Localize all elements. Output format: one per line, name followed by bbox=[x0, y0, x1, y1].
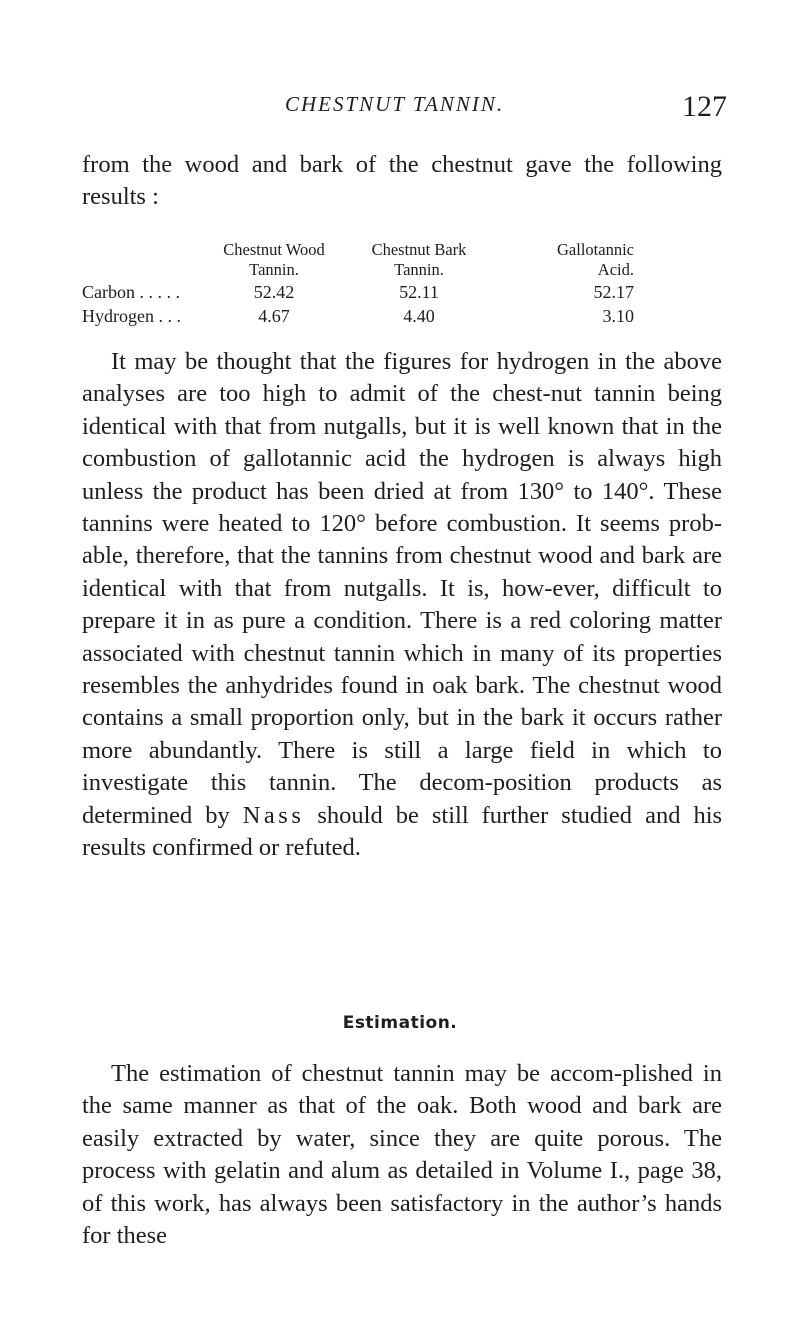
table-header-row bbox=[82, 240, 634, 280]
column-header: Chestnut Bark Tannin. bbox=[371, 240, 467, 279]
section-heading: Estimation. bbox=[342, 1013, 458, 1033]
body-paragraph: It may be thought that the figures for hydrogen in the above analyses are too high to admit of the chest-nut tannin being identical with that from nutgalls, but it is well known that in the combustion of gallotannic acid the hydrogen is always high unless the product has been dried at from 130° to 140°. These tannins were heated to 120° before combustion. It seems prob-able, therefore, that the tannins from chestnut wood and bark are identical with that from nutgalls. It is, how-ever, difficult to prepare it in as pure a condition. There is a red coloring matter associated with chestnut tannin which in many of its properties resembles the anhydrides found in oak bark. The chestnut wood contains a small proportion only, but in the bark it occurs rather more abundantly. There is still a large field in which to investigate this tannin. The decom-position products as determined by Nass should be still further studied and his results confirmed or refuted. bbox=[82, 348, 723, 862]
intro-text: from the wood and bark of the chestnut gave the following results : bbox=[82, 151, 722, 211]
column-header: Gallotannic Acid. bbox=[557, 240, 634, 279]
row-label: Hydrogen . . . bbox=[82, 306, 181, 326]
body-paragraph: The estimation of chestnut tannin may be accom-plished in the same manner as that of the oak. Both wood and bark are easily extracted by water, since they are quite porous. The process with gelatin and alum as detailed in Volume I., page 38, of this work, has always been satisfactory in the author’s hands for these bbox=[82, 1060, 722, 1250]
table-cell: 3.10 bbox=[602, 306, 634, 326]
page-number: 127 bbox=[682, 90, 727, 123]
table-cell: 4.67 bbox=[258, 306, 290, 326]
author-name: Nass bbox=[242, 801, 305, 829]
results-table bbox=[82, 240, 634, 328]
running-title: CHESTNUT TANNIN. bbox=[285, 92, 505, 116]
table-row bbox=[82, 304, 634, 328]
column-header: Chestnut Wood Tannin. bbox=[223, 240, 325, 279]
table-cell: 52.11 bbox=[399, 282, 439, 302]
table-cell: 4.40 bbox=[403, 306, 435, 326]
row-label: Carbon . . . . . bbox=[82, 282, 180, 302]
table-row bbox=[82, 280, 634, 304]
table-cell: 52.42 bbox=[253, 282, 295, 302]
table-cell: 52.17 bbox=[593, 282, 634, 302]
